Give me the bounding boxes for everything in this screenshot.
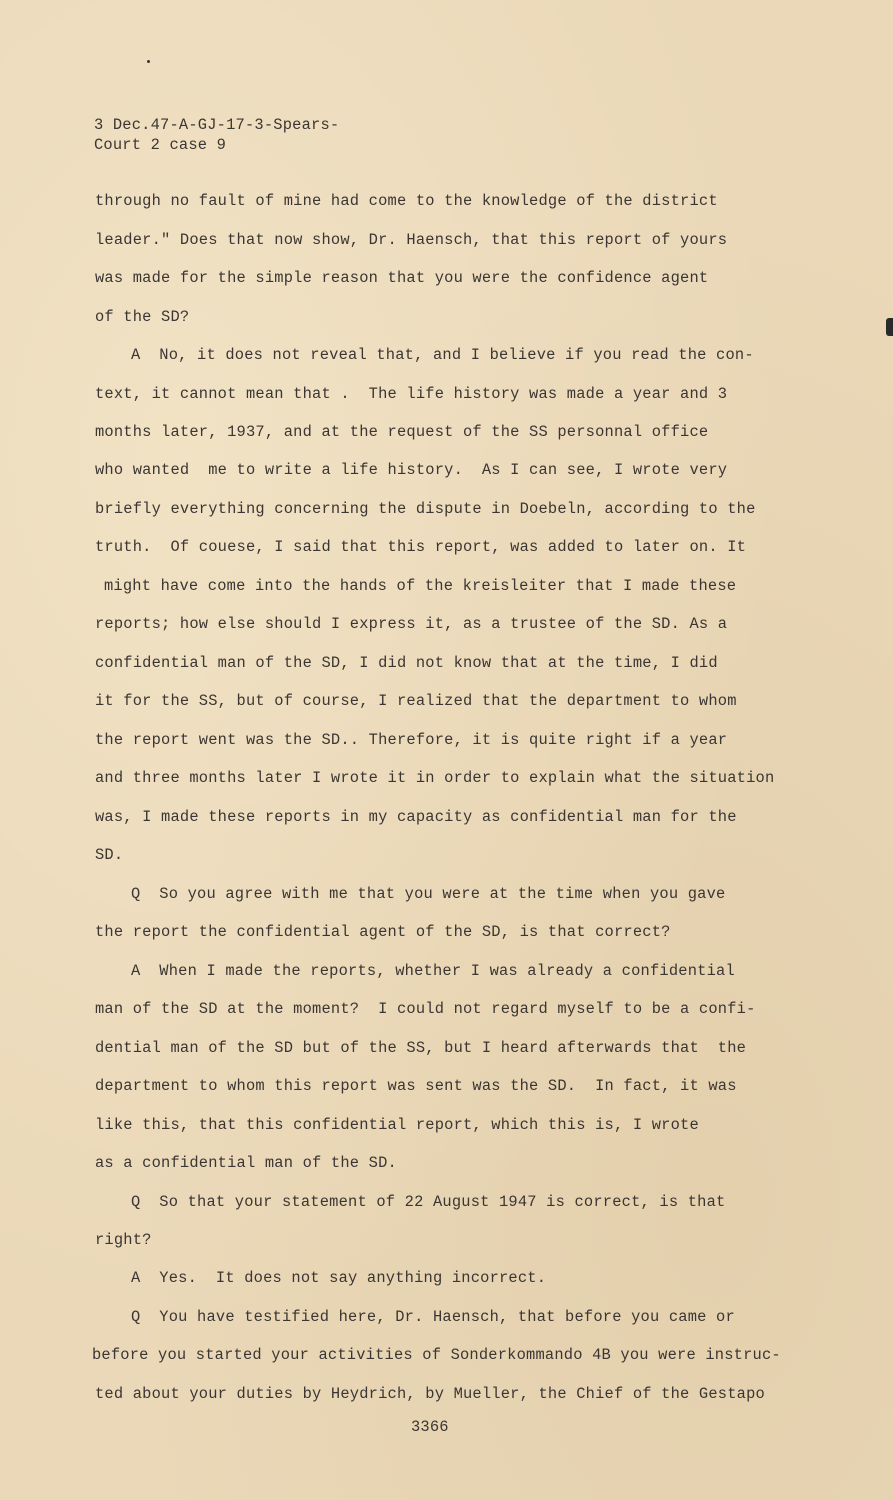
body-line: it for the SS, but of course, I realized that the department to whom xyxy=(95,692,737,710)
body-line: of the SD? xyxy=(95,308,190,326)
header-line-2: Court 2 case 9 xyxy=(94,136,227,154)
body-line: might have come into the hands of the kreisleiter that I made these xyxy=(104,577,737,595)
body-line: A Yes. It does not say anything incorrect. xyxy=(131,1269,547,1287)
page-number: 3366 xyxy=(411,1418,449,1436)
body-line: as a confidential man of the SD. xyxy=(95,1154,397,1172)
body-line: confidential man of the SD, I did not know that at the time, I did xyxy=(95,654,718,672)
body-line: right? xyxy=(95,1231,152,1249)
body-line: months later, 1937, and at the request of the SS personnal office xyxy=(95,423,709,441)
body-line: and three months later I wrote it in order to explain what the situation xyxy=(95,769,775,787)
body-line: truth. Of couese, I said that this report, was added to later on. It xyxy=(95,538,747,556)
body-line: text, it cannot mean that . The life history was made a year and 3 xyxy=(95,385,728,403)
body-line: dential man of the SD but of the SS, but I heard afterwards that the xyxy=(95,1039,747,1057)
body-line: reports; how else should I express it, as a trustee of the SD. As a xyxy=(95,615,728,633)
body-line: who wanted me to write a life history. As I can see, I wrote very xyxy=(95,461,728,479)
body-line: department to whom this report was sent was the SD. In fact, it was xyxy=(95,1077,737,1095)
body-line: like this, that this confidential report, which this is, I wrote xyxy=(95,1116,699,1134)
body-line: the report went was the SD.. Therefore, it is quite right if a year xyxy=(95,731,728,749)
body-line: was made for the simple reason that you were the confidence agent xyxy=(95,269,709,287)
body-line: Q So you agree with me that you were at the time when you gave xyxy=(131,885,726,903)
body-line: through no fault of mine had come to the knowledge of the district xyxy=(95,192,718,210)
body-line: A No, it does not reveal that, and I believe if you read the con- xyxy=(131,346,754,364)
body-line: the report the confidential agent of the SD, is that correct? xyxy=(95,923,671,941)
ink-speck xyxy=(147,60,150,63)
body-line: A When I made the reports, whether I was already a confidential xyxy=(131,962,735,980)
body-line: leader." Does that now show, Dr. Haensch, that this report of yours xyxy=(95,231,728,249)
body-line: ted about your duties by Heydrich, by Mueller, the Chief of the Gestapo xyxy=(95,1385,765,1403)
body-line: Q So that your statement of 22 August 1947 is correct, is that xyxy=(131,1193,726,1211)
body-line: man of the SD at the moment? I could not regard myself to be a confi- xyxy=(95,1000,756,1018)
body-line: before you started your activities of Sonderkommando 4B you were instruc- xyxy=(92,1346,781,1364)
page-edge-mark xyxy=(886,318,893,336)
body-line: SD. xyxy=(95,846,124,864)
header-line-1: 3 Dec.47-A-GJ-17-3-Spears- xyxy=(94,116,340,134)
body-line: briefly everything concerning the dispute in Doebeln, according to the xyxy=(95,500,756,518)
body-line: Q You have testified here, Dr. Haensch, that before you came or xyxy=(131,1308,735,1326)
body-line: was, I made these reports in my capacity as confidential man for the xyxy=(95,808,737,826)
